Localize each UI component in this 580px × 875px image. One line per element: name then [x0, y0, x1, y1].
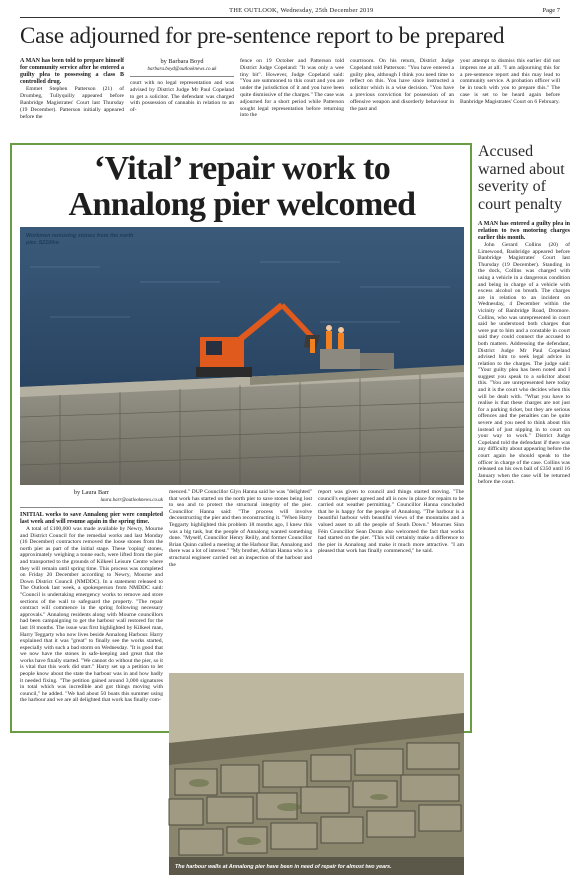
top-story-byline [130, 58, 234, 77]
side-story-lead: A MAN has entered a guilty plea in relation to two motoring charges earlier this month. [478, 221, 570, 241]
top-story-text-4: courtroom. On his return, District Judge Copeland told Patterson: "You have entered a guilty plea, although I think you need time to reflect on this. You have since instructed a solicitor which is a wise decision. "You have a previous conviction for possession of an offensive weapon and disorderly behaviour in the past and [350, 58, 454, 112]
byline-email: barbara.boyd@outlooknews.co.uk [147, 67, 217, 72]
side-story-headline: Accused warned about severity of court penalty [478, 143, 565, 213]
main-byline-email: laura.barr@outlooknews.co.uk [100, 498, 163, 503]
top-story-col-2 [130, 58, 234, 142]
main-story-box [10, 143, 472, 871]
top-story-headline: Case adjourned for pre-sentence report to be prepared [20, 23, 505, 48]
pier-workmen-photo [20, 227, 464, 485]
main-byline-name: by Laura Barr [73, 489, 110, 496]
main-story-text-3: report was given to council and things started moving. "The council's engineer agreed and all is now in place for repairs to be carried out weather permitting." Councillor Hanna concluded that he is happy for the people of Annalong. "The harbour is a beautiful harbour with beautiful views of the mountains and a valued asset to all the people of South Down." Mournes Sinn Féin Councillor Sean Doran also welcomed the fact that works had started on the pier. "This will certainly make a difference to the pier in Annalong and make it much more attractive. "I am pleased that work has finally commenced," he said. [318, 489, 464, 555]
top-story-col-4 [350, 58, 454, 142]
main-story-col-1 [20, 489, 163, 729]
top-story-col-3 [240, 58, 344, 142]
top-story [20, 58, 560, 142]
main-story-body [20, 489, 464, 871]
side-story [478, 143, 570, 733]
top-story-col-5 [460, 58, 560, 142]
harbour-walls-image [169, 673, 464, 875]
photo2-caption: The harbour walls at Annalong pier have been in need of repair for almost two years. [175, 864, 392, 871]
main-story-byline [20, 489, 163, 508]
page-header [20, 4, 560, 18]
pier-workmen-image [20, 227, 464, 485]
masthead-date: THE OUTLOOK, Wednesday, 25th December 2019 [229, 7, 374, 14]
top-story-text-2: court with no legal representation and was advised by District Judge Mr Paul Copeland to get a solicitor. The defendant was charged with possession of cannabis in relation to an of- [130, 80, 234, 114]
side-story-body [478, 221, 570, 486]
page-number: Page 7 [542, 7, 560, 14]
main-story-col-2 [169, 489, 312, 669]
top-story-text-3: fence on 19 October and Patterson told District Judge Copeland: "It was only a wee tiny bit". However, Judge Copeland said: "You are summoned to this court and you are under the jurisdiction of it and you have been quite dismissive of the charges." The case was adjourned for a short period while Patterson sought legal representation before returning into the [240, 58, 344, 119]
top-story-text-1: Emmet Stephen Patterson (21) of Drumbeg, Tullyquilly appeared before Banbridge Magistrates' Court last Thursday (19 December). Patterson initially appeared before the [20, 86, 124, 120]
byline-name: by Barbara Boyd [160, 58, 204, 65]
top-story-col-1 [20, 58, 124, 142]
top-story-text-5: your attempt to dismiss this earlier did not impress me at all. "I am adjourning this for a pre-sentence report and this may lead to community service. A probation officer will be in touch with you to prepare this." The case is set to be heard again before Banbridge Magistrates' Court on 6 February. [460, 58, 560, 105]
main-story-text-1: A total of £100,000 was made available by Newry, Mourne and District Council for the remedial works and last Monday (16 December) contractors removed the loose stones from the north pier as part of the initial stage. These 'coping' stones, approximately weighing a tonne each, were lifted from the pier and transported to the grounds of Kilkeel Leisure Centre where they will remain until spring time. This process was completed on Friday 20 December according to Newry, Mourne and Down District Council (NMDDC). In a statement released to The Outlook last week, a spokesperson from NMDDC said: "Council is undertaking emergency works to remove and store sections of the wall to safeguard the property. "The repair contract will commence in the spring following necessary approvals." Annalong residents along with Mourne councillors had been campaigning to get the harbour wall restored for the last 18 months. The issue was first highlighted by Kilkeel man, Harry Teggarty who now lives beside Annalong Harbour. Harry explained that it was "great" to finally see the works started, especially with such a bad storm on Wednesday. "It is good that we now have the stones in safe-keeping and great that the works have finally started. "We cannot do without the pier, so it is vital that this work did start." Harry set up a petition to let people know about the state the harbour was in and how badly it needed fixing. "The petition gained around 3,000 signatures in total which was incredible and got things moving with council," he added. "We had about 50 boats this summer using the harbour and we are all delighted that work has finally com- [20, 526, 163, 704]
main-story-text-2: menced." DUP Councillor Glyn Hanna said he was "delighted" that work has started on the north pier to save stones being lost to sea and to protect the structural integrity of the pier. Councillor Hanna said: "The process will involve deconstructing the pier and then reconstructing it. "When Harry Teggarty highlighted this problem 18 months ago, I knew this was a big task, but the people of Annalong wanted something done. "Myself, Councillor Henry Reilly, and former Councillor Brian Quinn called a meeting at the Harbour Bar, Annalong and there was a lot of interest." "My brother, Adrian Hanna who is a structural engineer carried out an inspection of the harbour and the [169, 489, 312, 568]
main-story-headline: ‘Vital’ repair work to Annalong pier welcomed [68, 150, 416, 223]
top-story-lead: A MAN has been told to prepare himself for community service after he entered a guilty plea to possessing a class B controlled drug. [20, 58, 124, 86]
photo1-caption: Workmen removing stones from the north pier. S2100m [26, 233, 134, 246]
side-story-text: John Gerard Collins (20) of Limewood, Banbridge appeared before Banbridge Magistrates' Court last Thursday (19 December). Standing in the dock, Collins was charged with using a vehicle in a dangerous condition and being in charge of a vehicle with excess alcohol on breath. The charges are in relation to an incident on Wednesday, 4 December within the vicinity of Banbridge Road, Dromore. Collins, who was unrepresented in court said he understood both charges that were put to him and a constable in court said they could connect the accused to both matters. Addressing the defendant, District Judge Mr Paul Copeland advised him to seek legal advice in relation to the charges. The judge said: "Your guilty plea has been noted and I suggest you speak to a solicitor about this. "You are unrepresented here today and it is the court who decides when this will be dealt with. "What you have to realise is that these charges are not just for a parking ticket, but they are serious offences and the penalties can be quite severe and you need to think about this instead of just nipping in to court on your way to work." District Judge Copeland told the defendant if there was any difficulty about appearing before the court again he should speak to the officer in charge of the case. Collins was released on his own bail of £350 until 16 January when the case will be returned before the court. [478, 242, 570, 486]
main-story-col-3 [318, 489, 464, 669]
main-story-lead: INITIAL works to save Annalong pier were completed last week and will resume again in the spring time. [20, 512, 163, 525]
harbour-walls-photo [169, 673, 464, 875]
